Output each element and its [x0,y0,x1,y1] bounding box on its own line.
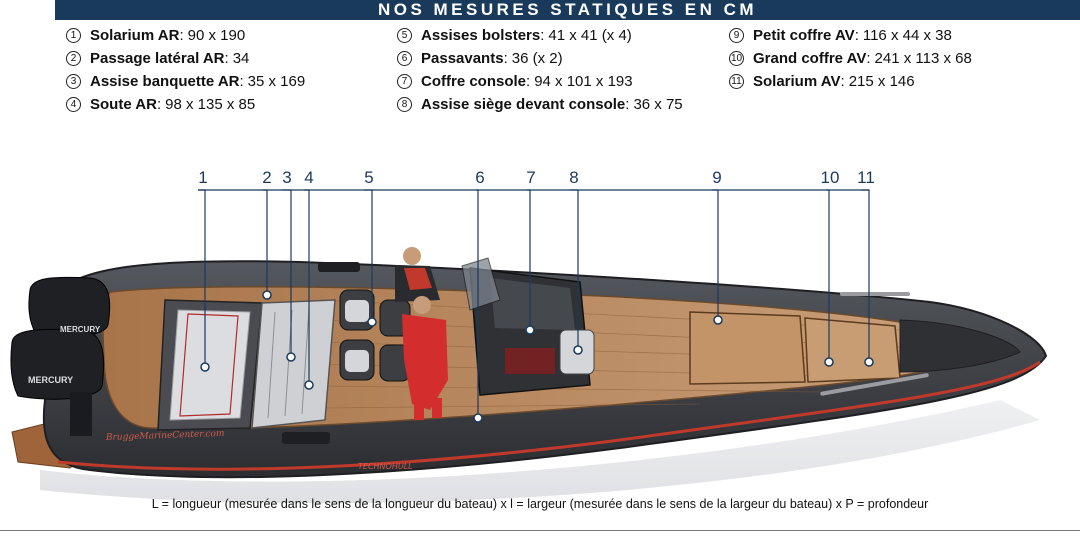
measure-item-9: 9 Petit coffre AV : 116 x 44 x 38 [729,24,972,47]
measure-value: 36 x 75 [633,96,683,113]
callout-numbers [198,168,875,187]
measure-item-5: 5 Assises bolsters : 41 x 41 (x 4) [397,24,683,47]
measure-number: 7 [397,74,412,89]
aft-solarium-cushion [170,310,250,420]
measure-value: 41 x 41 (x 4) [548,27,632,44]
measure-label: Grand coffre AV [753,50,867,67]
measure-item-11: 11 Solarium AV : 215 x 146 [729,70,972,93]
measure-value: 94 x 101 x 193 [534,73,633,90]
measure-label: Soute AR [90,96,157,113]
measure-value: 116 x 44 x 38 [862,27,952,44]
measure-number: 11 [729,74,744,89]
callout-11: 11 [857,168,875,187]
callout-9: 9 [712,168,722,187]
callout-2: 2 [262,168,272,187]
engine-brand-1: MERCURY [60,325,101,334]
measure-number: 4 [66,97,81,112]
measure-value: 241 x 113 x 68 [874,50,972,67]
measure-item-3: 3 Assise banquette AR : 35 x 169 [66,70,305,93]
measure-number: 3 [66,74,81,89]
callout-5: 5 [364,168,374,187]
callout-4: 4 [304,168,314,187]
measure-number: 6 [397,51,412,66]
callout-1: 1 [198,168,208,187]
measure-label: Passage latéral AR [90,50,225,67]
measure-number: 9 [729,28,744,43]
aft-bench [252,300,335,428]
callout-6: 6 [475,168,485,187]
header-title: NOS MESURES STATIQUES EN CM [377,0,758,19]
callout-3: 3 [282,168,292,187]
hull-text: BruggeMarineCenter.com [105,428,225,443]
measure-label: Petit coffre AV [753,27,855,44]
bottom-rule [0,530,1080,531]
measure-label: Assise siège devant console [421,96,626,113]
model-text: TECHNOHULL [358,462,413,471]
measure-item-8: 8 Assise siège devant console : 36 x 75 [397,93,683,116]
measure-label: Coffre console [421,73,527,90]
console-vents [505,348,555,374]
measure-label: Solarium AR [90,27,180,44]
engine-brand-2: MERCURY [28,375,74,385]
measure-value: 98 x 135 x 85 [165,96,256,113]
callout-7: 7 [526,168,536,187]
measure-label: Assise banquette AR [90,73,240,90]
measure-label: Solarium AV [753,73,841,90]
measure-label: Assises bolsters [421,27,541,44]
measure-number: 8 [397,97,412,112]
measure-number: 10 [730,53,743,64]
callout-8: 8 [569,168,579,187]
measure-item-7: 7 Coffre console : 94 x 101 x 193 [397,70,683,93]
measure-value: 90 x 190 [187,27,246,44]
measure-label: Passavants [421,50,504,67]
measure-value: 36 (x 2) [511,50,563,67]
callout-10: 10 [820,168,840,187]
measure-value: 34 [232,50,250,67]
measure-item-4: 4 Soute AR : 98 x 135 x 85 [66,93,305,116]
measure-value: 35 x 169 [247,73,306,90]
measure-item-10: 10 Grand coffre AV : 241 x 113 x 68 [730,50,972,67]
measure-item-6: 6 Passavants : 36 (x 2) [397,47,683,70]
measure-value: 215 x 146 [848,73,915,90]
measure-number: 2 [66,51,81,66]
measure-number: 1 [66,28,81,43]
bow-solarium [805,318,900,382]
measure-number: 5 [397,28,412,43]
measure-item-1: 1 Solarium AR : 90 x 190 [66,24,305,47]
bow-hatch [690,312,805,384]
measure-item-2: 2 Passage latéral AR : 34 [66,47,305,70]
footer-note: L = longueur (mesurée dans le sens de la longueur du bateau) x l = largeur (mesurée dans le sens de la largeur du bateau) x P = profondeur [151,497,929,511]
